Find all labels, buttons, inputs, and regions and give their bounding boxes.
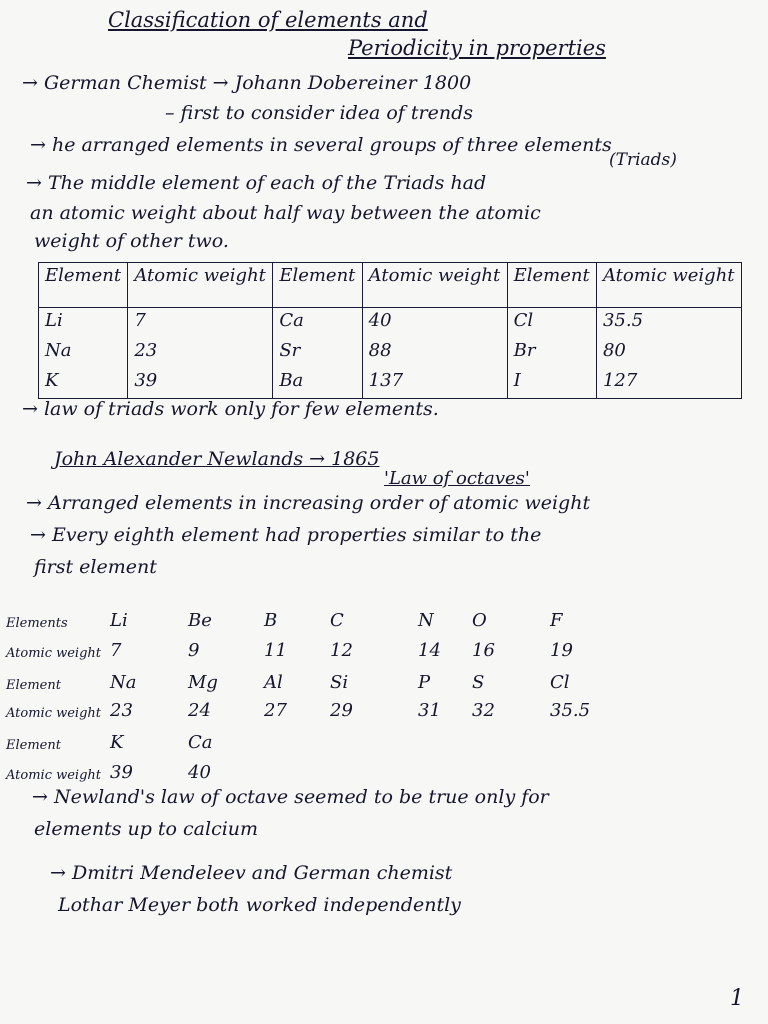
octave-cell: P xyxy=(418,672,431,693)
note-line-newlands-law: → Newland's law of octave seemed to be true only for xyxy=(32,786,549,808)
octave-cell: Ca xyxy=(188,732,213,753)
triad-cell: 137 xyxy=(362,368,507,399)
triad-header: Atomic weight xyxy=(128,263,273,308)
octave-cell: 29 xyxy=(330,700,353,721)
note-line-triads: (Triads) xyxy=(609,150,677,170)
octave-cell: Na xyxy=(110,672,137,693)
note-line-other-two: weight of other two. xyxy=(34,230,229,252)
note-line-middle-element: → The middle element of each of the Triads had xyxy=(26,172,487,194)
octave-cell: Al xyxy=(264,672,283,693)
triad-cell: Li xyxy=(39,308,128,339)
octave-cell: Li xyxy=(110,610,128,631)
note-line-first-element: first element xyxy=(34,556,157,578)
note-line-groups: → he arranged elements in several groups of three elements xyxy=(30,134,612,156)
note-line-atomic-weight: an atomic weight about half way between the atomic xyxy=(30,202,541,224)
octave-cell: 27 xyxy=(264,700,287,721)
triad-header: Element xyxy=(273,263,362,308)
octave-cell: 39 xyxy=(110,762,133,783)
octave-cell: 31 xyxy=(418,700,441,721)
triad-header: Atomic weight xyxy=(362,263,507,308)
triad-cell: I xyxy=(507,368,596,399)
octave-cell: 23 xyxy=(110,700,133,721)
triad-cell: Cl xyxy=(507,308,596,339)
triad-cell: 39 xyxy=(128,368,273,399)
octave-row-label: Atomic weight xyxy=(6,706,102,721)
note-line-dobereiner: → German Chemist → Johann Dobereiner 1800 xyxy=(22,72,472,94)
table-row xyxy=(39,308,742,339)
note-line-trends: – first to consider idea of trends xyxy=(165,102,473,124)
triad-cell: Br xyxy=(507,338,596,368)
triad-cell: 40 xyxy=(362,308,507,339)
triad-cell: 88 xyxy=(362,338,507,368)
octave-cell: 40 xyxy=(188,762,211,783)
octave-row-label: Atomic weight xyxy=(6,768,102,783)
triad-cell: Ca xyxy=(273,308,362,339)
triad-cell: Sr xyxy=(273,338,362,368)
octave-cell: F xyxy=(550,610,563,631)
octave-cell: 14 xyxy=(418,640,441,661)
triad-cell: K xyxy=(39,368,128,399)
octave-cell: C xyxy=(330,610,344,631)
octave-cell: Mg xyxy=(188,672,218,693)
octave-cell: S xyxy=(472,672,485,693)
octave-cell: K xyxy=(110,732,124,753)
note-line-every-eighth: → Every eighth element had properties similar to the xyxy=(30,524,542,546)
octave-cell: Si xyxy=(330,672,349,693)
triad-table xyxy=(38,262,742,399)
triad-cell: 7 xyxy=(128,308,273,339)
octave-cell: Cl xyxy=(550,672,570,693)
octave-cell: 7 xyxy=(110,640,122,661)
octave-cell: B xyxy=(264,610,278,631)
octave-row-label: Elements xyxy=(6,616,68,631)
octave-cell: 35.5 xyxy=(550,700,591,721)
note-line-up-to-calcium: elements up to calcium xyxy=(34,818,259,840)
triad-cell: 23 xyxy=(128,338,273,368)
octave-row-label: Element xyxy=(6,738,61,753)
triad-header: Element xyxy=(39,263,128,308)
octave-cell: 9 xyxy=(188,640,200,661)
octave-cell: 16 xyxy=(472,640,495,661)
octave-row-label: Atomic weight xyxy=(6,646,102,661)
triad-header-row xyxy=(39,263,742,308)
octave-row-label: Element xyxy=(6,678,61,693)
note-line-increasing-order: → Arranged elements in increasing order of atomic weight xyxy=(26,492,591,514)
triad-cell: Na xyxy=(39,338,128,368)
section-heading-newlands: John Alexander Newlands → 1865 xyxy=(54,448,380,470)
triad-header: Atomic weight xyxy=(596,263,741,308)
octave-cell: 32 xyxy=(472,700,495,721)
triad-cell: 80 xyxy=(596,338,741,368)
octave-cell: 12 xyxy=(330,640,353,661)
page-title: Classification of elements and xyxy=(108,8,428,32)
octave-cell: Be xyxy=(188,610,212,631)
octave-cell: N xyxy=(418,610,434,631)
triad-cell: 35.5 xyxy=(596,308,741,339)
page-title-line2: Periodicity in properties xyxy=(348,36,606,60)
triad-cell: 127 xyxy=(596,368,741,399)
octave-cell: 24 xyxy=(188,700,211,721)
note-line-lothar-meyer: Lothar Meyer both worked independently xyxy=(58,894,461,916)
octave-cell: O xyxy=(472,610,487,631)
octave-cell: 19 xyxy=(550,640,573,661)
octave-cell: 11 xyxy=(264,640,287,661)
table-row xyxy=(39,338,742,368)
triad-header: Element xyxy=(507,263,596,308)
section-subheading-octaves: 'Law of octaves' xyxy=(384,468,530,489)
note-line-law-of-triads: → law of triads work only for few elements. xyxy=(22,398,439,420)
triad-cell: Ba xyxy=(273,368,362,399)
page-number: 1 xyxy=(730,986,744,1011)
table-row xyxy=(39,368,742,399)
note-line-mendeleev: → Dmitri Mendeleev and German chemist xyxy=(50,862,453,884)
